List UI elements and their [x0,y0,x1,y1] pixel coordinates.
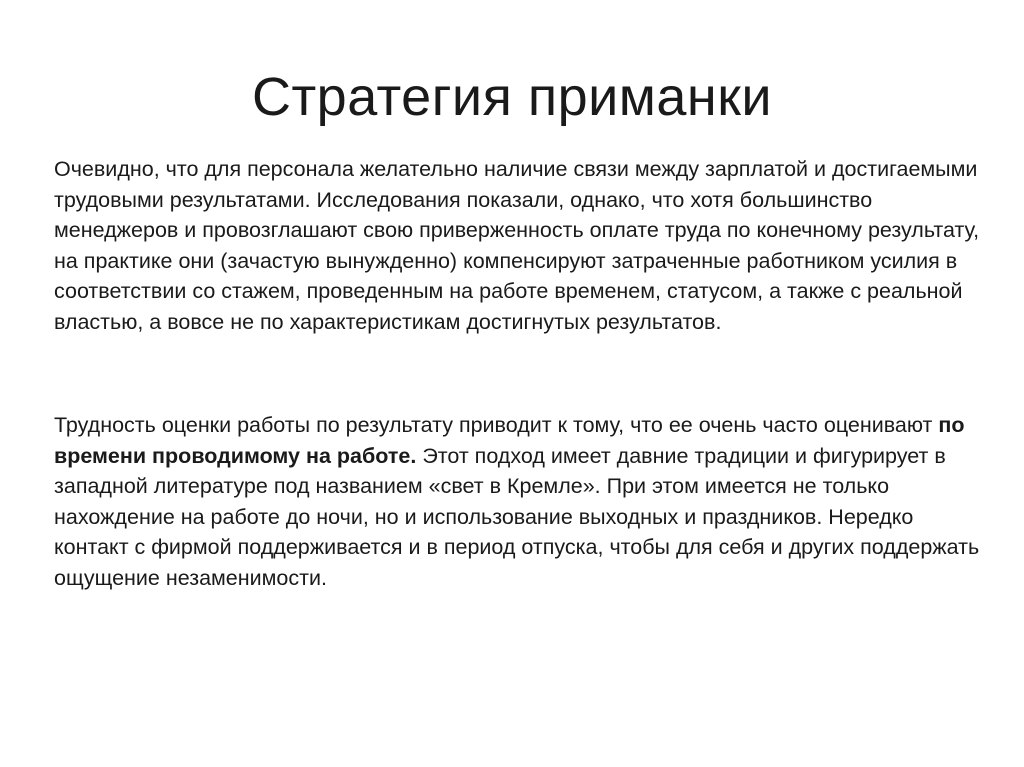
paragraph-2-intro: Трудность оценки работы по результату приводит к тому, что ее очень часто оценивают [54,413,939,437]
paragraph-lights-in-kremlin [54,410,984,593]
paragraph-spacer [54,337,984,410]
slide-title: Стратегия приманки [251,67,773,127]
paragraph-pay-for-results: Очевидно, что для персонала желательно наличие связи между зарплатой и достигаемыми трудовыми результатами. Исследования показали, однако, что хотя большинство менеджеров и провозглашают свою приверженность оплате труда по конечному результату, на практике они (зачастую вынужденно) компенсируют затраченные работником усилия в соответствии со стажем, проведенным на работе временем, статусом, а также с реальной властью, а вовсе не по характеристикам достигнутых результатов. [54,157,980,334]
paragraph-2-rest: Этот подход имеет давние традиции и фигурирует в западной литературе под названием «свет в Кремле». При этом имеется не только нахождение на работе до ночи, но и использование выходных и праздников. Нередко контакт с фирмой поддерживается и в период отпуска, чтобы для себя и других поддержать ощущение незаменимости. [54,443,980,590]
paragraph-2-emphasis: по времени проводимому на работе. [54,413,965,468]
slide-body [54,154,984,593]
